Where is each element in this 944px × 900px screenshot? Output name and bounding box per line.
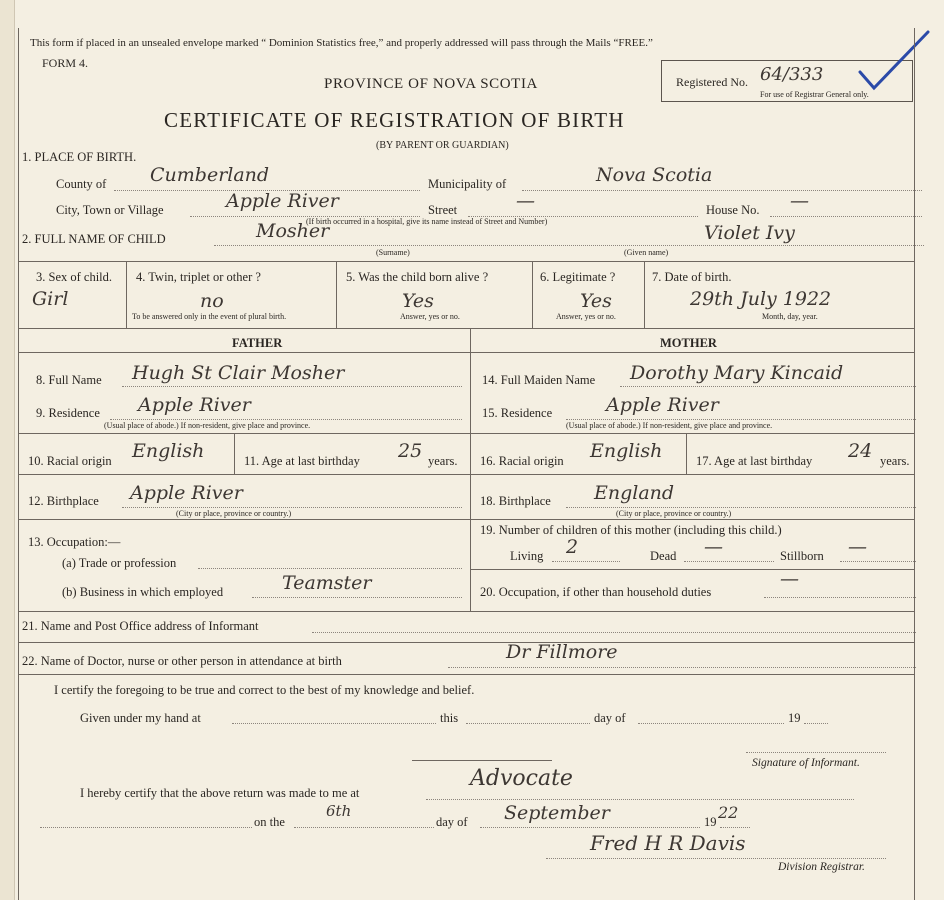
registrar-note: For use of Registrar General only. [760, 90, 869, 99]
occupation-heading: 13. Occupation:— [28, 535, 121, 549]
mother-abode-note: (Usual place of abode.) If non-resident, give place and province. [566, 421, 773, 430]
given-name-note: (Given name) [624, 248, 669, 257]
father-birthplace-note: (City or place, province or country.) [176, 509, 292, 518]
sex-value: Girl [32, 288, 69, 310]
father-birthplace-value: Apple River [130, 482, 243, 504]
city-value: Apple River [226, 190, 339, 212]
living-value: 2 [566, 536, 579, 558]
father-racial-label: 10. Racial origin [28, 454, 112, 468]
date-note: Month, day, year. [762, 312, 818, 321]
mother-occupation-label: 20. Occupation, if other than household duties [480, 585, 712, 599]
registered-label: Registered No. [676, 75, 748, 89]
legitimate-value: Yes [580, 290, 612, 312]
legitimate-note: Answer, yes or no. [556, 312, 616, 321]
year-prefix: 19 [788, 711, 801, 725]
registered-number: 64/333 [760, 64, 824, 85]
mother-name-value: Dorothy Mary Kincaid [630, 362, 844, 384]
stillborn-value: — [848, 536, 867, 558]
on-the-label: on the [254, 815, 285, 829]
business-label: (b) Business in which employed [62, 585, 224, 599]
city-label: City, Town or Village [56, 203, 164, 217]
this-label: this [440, 711, 459, 725]
street-label: Street [428, 203, 458, 217]
on-the-value: 6th [326, 802, 352, 820]
return-place: Advocate [470, 766, 573, 791]
child-name-heading: 2. FULL NAME OF CHILD [22, 232, 166, 246]
form-number: FORM 4. [42, 56, 89, 70]
mother-birthplace-value: England [594, 482, 675, 504]
father-birthplace-label: 12. Birthplace [28, 494, 99, 508]
alive-label: 5. Was the child born alive ? [346, 270, 489, 284]
date-of-birth-value: 29th July 1922 [690, 288, 832, 310]
left-margin-strip [0, 0, 15, 900]
alive-value: Yes [402, 290, 434, 312]
house-value: — [790, 190, 809, 212]
alive-note: Answer, yes or no. [400, 312, 460, 321]
doctor-label: 22. Name of Doctor, nurse or other person in attendance at birth [22, 654, 342, 668]
business-value: Teamster [282, 572, 372, 594]
child-surname: Mosher [256, 220, 330, 242]
return-made-label: I hereby certify that the above return was made to me at [80, 786, 360, 800]
dead-label: Dead [650, 549, 677, 563]
street-value: — [516, 190, 535, 212]
mother-name-label: 14. Full Maiden Name [482, 373, 596, 387]
year-value: 22 [718, 803, 739, 822]
twin-value: no [200, 290, 224, 312]
signature-of-informant-label: Signature of Informant. [752, 757, 860, 769]
day-of-label: day of [594, 711, 626, 725]
mother-heading: MOTHER [660, 336, 717, 350]
mother-age-value: 24 [848, 440, 873, 462]
mother-years: years. [880, 454, 910, 468]
father-age-label: 11. Age at last birthday [244, 454, 360, 468]
father-age-value: 25 [398, 440, 423, 462]
place-of-birth-heading: 1. PLACE OF BIRTH. [22, 150, 137, 164]
date-of-birth-label: 7. Date of birth. [652, 270, 732, 284]
page-subtitle: (BY PARENT OR GUARDIAN) [376, 140, 509, 151]
postal-notice: This form if placed in an unsealed envelope marked “ Dominion Statistics free,” and properly addressed will pass through the Mails “FREE.” [30, 37, 653, 49]
twin-note: To be answered only in the event of plural birth. [132, 312, 287, 321]
division-registrar-label: Division Registrar. [778, 861, 865, 873]
father-racial-value: English [132, 440, 205, 462]
county-label: County of [56, 177, 107, 191]
father-name-label: 8. Full Name [36, 373, 102, 387]
father-heading: FATHER [232, 336, 283, 350]
father-name-value: Hugh St Clair Mosher [132, 362, 345, 384]
mother-occupation-value: — [780, 568, 799, 590]
legitimate-label: 6. Legitimate ? [540, 270, 616, 284]
mother-racial-value: English [590, 440, 663, 462]
mother-residence-value: Apple River [606, 394, 719, 416]
hospital-note: (If birth occurred in a hospital, give its name instead of Street and Number) [306, 217, 548, 226]
day-of-label-2: day of [436, 815, 468, 829]
dead-value: — [704, 536, 723, 558]
house-label: House No. [706, 203, 760, 217]
county-value: Cumberland [150, 164, 270, 186]
certify-statement: I certify the foregoing to be true and correct to the best of my knowledge and belief. [54, 683, 475, 697]
father-residence-label: 9. Residence [36, 406, 100, 420]
sex-label: 3. Sex of child. [36, 270, 113, 284]
child-given-name: Violet Ivy [704, 222, 795, 244]
mother-birthplace-note: (City or place, province or country.) [616, 509, 732, 518]
mother-birthplace-label: 18. Birthplace [480, 494, 551, 508]
mother-age-label: 17. Age at last birthday [696, 454, 813, 468]
municipality-label: Municipality of [428, 177, 507, 191]
blue-check-icon [852, 26, 932, 96]
informant-label: 21. Name and Post Office address of Informant [22, 619, 259, 633]
children-label: 19. Number of children of this mother (including this child.) [480, 523, 782, 537]
province-heading: PROVINCE OF NOVA SCOTIA [324, 76, 538, 92]
surname-note: (Surname) [376, 248, 410, 257]
mother-residence-label: 15. Residence [482, 406, 553, 420]
living-label: Living [510, 549, 544, 563]
page-title: CERTIFICATE OF REGISTRATION OF BIRTH [164, 108, 625, 132]
mother-racial-label: 16. Racial origin [480, 454, 564, 468]
month-value: September [504, 802, 610, 824]
municipality-value: Nova Scotia [596, 164, 713, 186]
year-label: 19 [704, 815, 717, 829]
father-residence-value: Apple River [138, 394, 251, 416]
trade-label: (a) Trade or profession [62, 556, 177, 570]
registrar-signature: Fred H R Davis [590, 831, 746, 855]
stillborn-label: Stillborn [780, 549, 824, 563]
given-under-label: Given under my hand at [80, 711, 201, 725]
father-years: years. [428, 454, 458, 468]
doctor-value: Dr Fillmore [506, 641, 618, 663]
twin-label: 4. Twin, triplet or other ? [136, 270, 261, 284]
father-abode-note: (Usual place of abode.) If non-resident, give place and province. [104, 421, 311, 430]
